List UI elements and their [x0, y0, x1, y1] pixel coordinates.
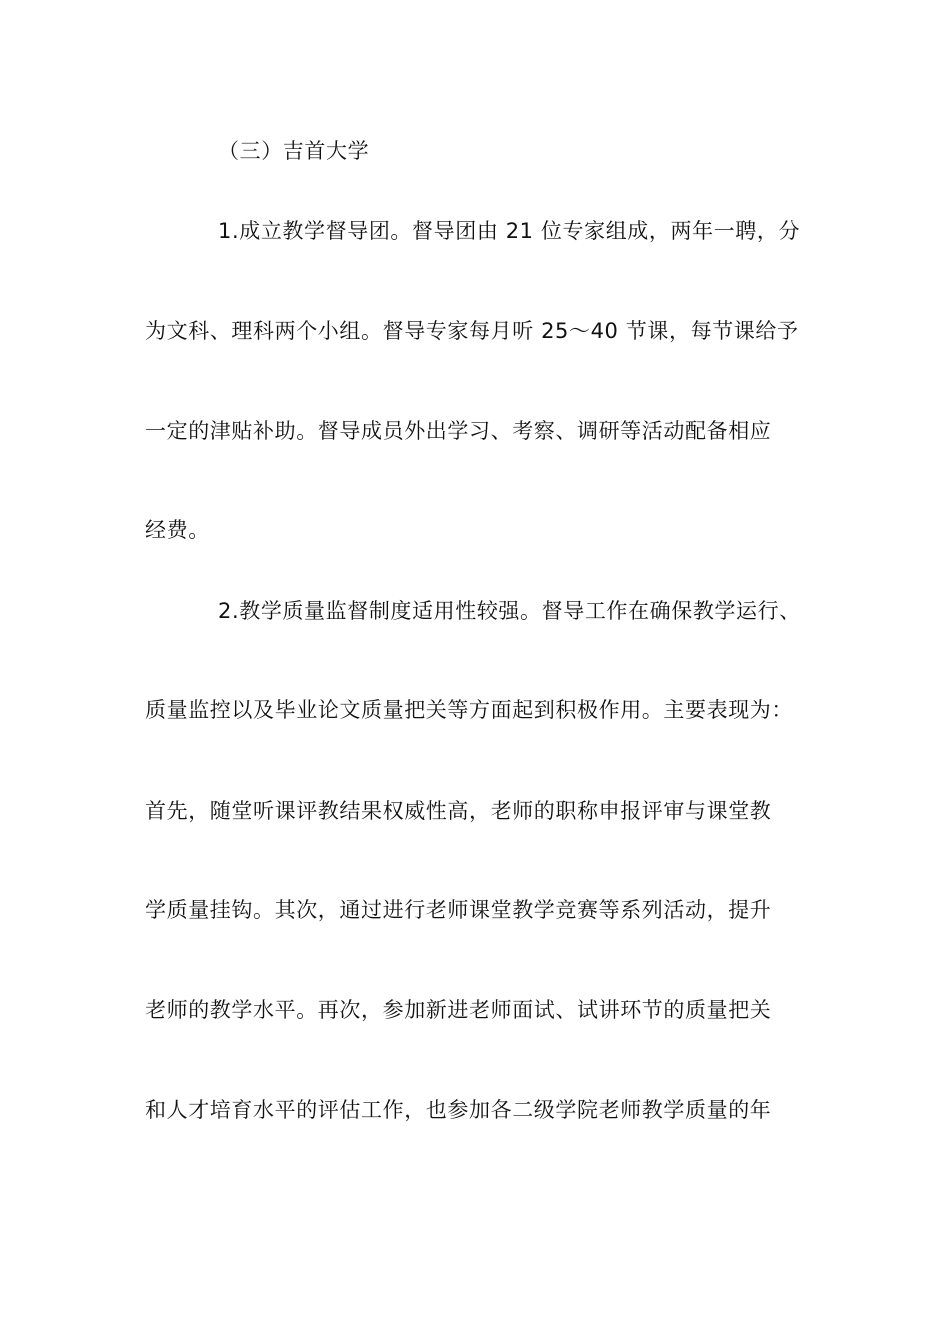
paragraph-2-line-3: 首先，随堂听课评教结果权威性高，老师的职称申报评审与课堂教: [145, 799, 772, 823]
paragraph-1-line-3: 一定的津贴补助。督导成员外出学习、考察、调研等活动配备相应: [145, 419, 772, 443]
paragraph-2-line-4: 学质量挂钩。其次，通过进行老师课堂教学竞赛等系列活动，提升: [145, 898, 772, 922]
paragraph-1-line-1: 1.成立教学督导团。督导团由 21 位专家组成，两年一聘，分: [218, 219, 801, 243]
paragraph-2-line-6: 和人才培育水平的评估工作，也参加各二级学院老师教学质量的年: [145, 1098, 772, 1122]
paragraph-2-line-5: 老师的教学水平。再次，参加新进老师面试、试讲环节的质量把关: [145, 998, 772, 1022]
section-heading: （三）吉首大学: [218, 139, 370, 163]
paragraph-1-line-4: 经费。: [145, 518, 210, 542]
paragraph-2-line-2: 质量监控以及毕业论文质量把关等方面起到积极作用。主要表现为：: [145, 698, 793, 722]
paragraph-2-line-1: 2.教学质量监督制度适用性较强。督导工作在确保教学运行、: [218, 599, 801, 623]
paragraph-1-line-2: 为文科、理科两个小组。督导专家每月听 25～40 节课，每节课给予: [145, 319, 799, 343]
